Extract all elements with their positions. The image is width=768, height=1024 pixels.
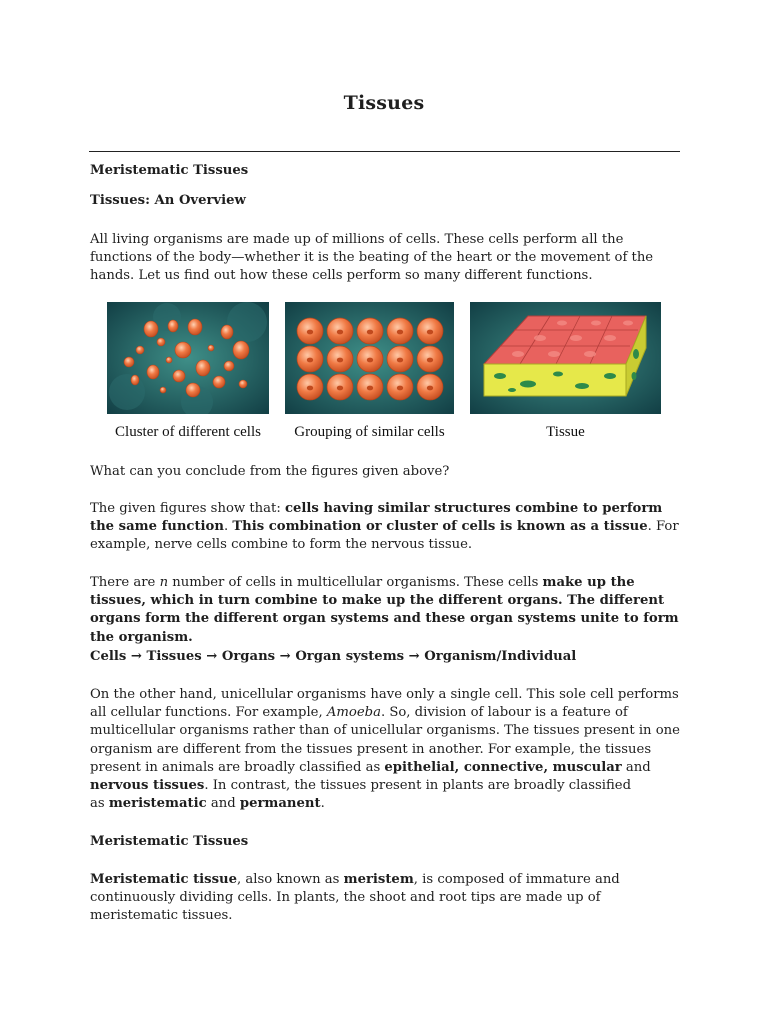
- figure-caption-similar: Grouping of similar cells: [294, 424, 445, 440]
- cluster-cells-image: [107, 302, 269, 414]
- hierarchy-line: Cells → Tissues → Organs → Organ systems → Organism/Individual: [90, 649, 577, 664]
- section-heading: Meristematic Tissues: [90, 163, 249, 178]
- paragraph-meristem-definition: Meristematic tissue, also known as meristem, is composed of immature and continuously dividing cells. In plants, the shoot and root tips are made up of meristematic tissues.: [90, 872, 620, 924]
- section-heading-meristematic: Meristematic Tissues: [90, 834, 249, 849]
- similar-cells-image: [285, 302, 454, 414]
- paragraph-tissue-definition: The given figures show that: cells having similar structures combine to perform the same function. This combination or cluster of cells is known as a tissue. For example, nerve cells combine to form the nervous tissue.: [90, 501, 679, 553]
- cell-nucleus: [427, 386, 433, 391]
- cell-nucleus: [307, 330, 313, 335]
- paragraph-unicellular: On the other hand, unicellular organisms have only a single cell. This sole cell performs all cellular functions. For example, Amoeba. So, division of labour is a feature of multicellular organisms rather than of unicellular organisms. The tissues present in one organism are different from the tissues present in another. For example, the tissues present in animals are broadly classified as epithelial, connective, muscular and nervous tissues. In contrast, the tissues present in plants are broadly classified as meristematic and permanent.: [90, 687, 680, 812]
- cell-nucleus: [337, 386, 343, 391]
- cell-nucleus: [337, 358, 343, 363]
- subheading-overview: Tissues: An Overview: [90, 193, 246, 208]
- tissue-block-image: [470, 302, 661, 414]
- cells-figure: [107, 302, 661, 442]
- paragraph-multicellular: There are n number of cells in multicellular organisms. These cells make up the tissues, which in turn combine to make up the different organs. The different organs form the different organ systems and these organ systems unite to form the organism.: [90, 575, 679, 645]
- cell-nucleus: [397, 330, 403, 335]
- cell-nucleus: [397, 358, 403, 363]
- question-paragraph: What can you conclude from the figures given above?: [90, 464, 450, 479]
- cell-nucleus: [367, 330, 373, 335]
- title-divider: [89, 151, 680, 152]
- page-title: Tissues: [343, 92, 425, 114]
- cell-nucleus: [367, 358, 373, 363]
- cell-nucleus: [307, 358, 313, 363]
- figure-caption-tissue: Tissue: [546, 424, 585, 440]
- cell-nucleus: [427, 358, 433, 363]
- cell-nucleus: [337, 330, 343, 335]
- cell-nucleus: [307, 386, 313, 391]
- cell-nucleus: [367, 386, 373, 391]
- figure-caption-cluster: Cluster of different cells: [115, 424, 261, 440]
- intro-paragraph: All living organisms are made up of millions of cells. These cells perform all the functions of the body—whether it is the beating of the heart or the movement of the hands. Let us find out how these cells perform so many different functions.: [90, 232, 654, 284]
- cell-nucleus: [397, 386, 403, 391]
- cell-nucleus: [427, 330, 433, 335]
